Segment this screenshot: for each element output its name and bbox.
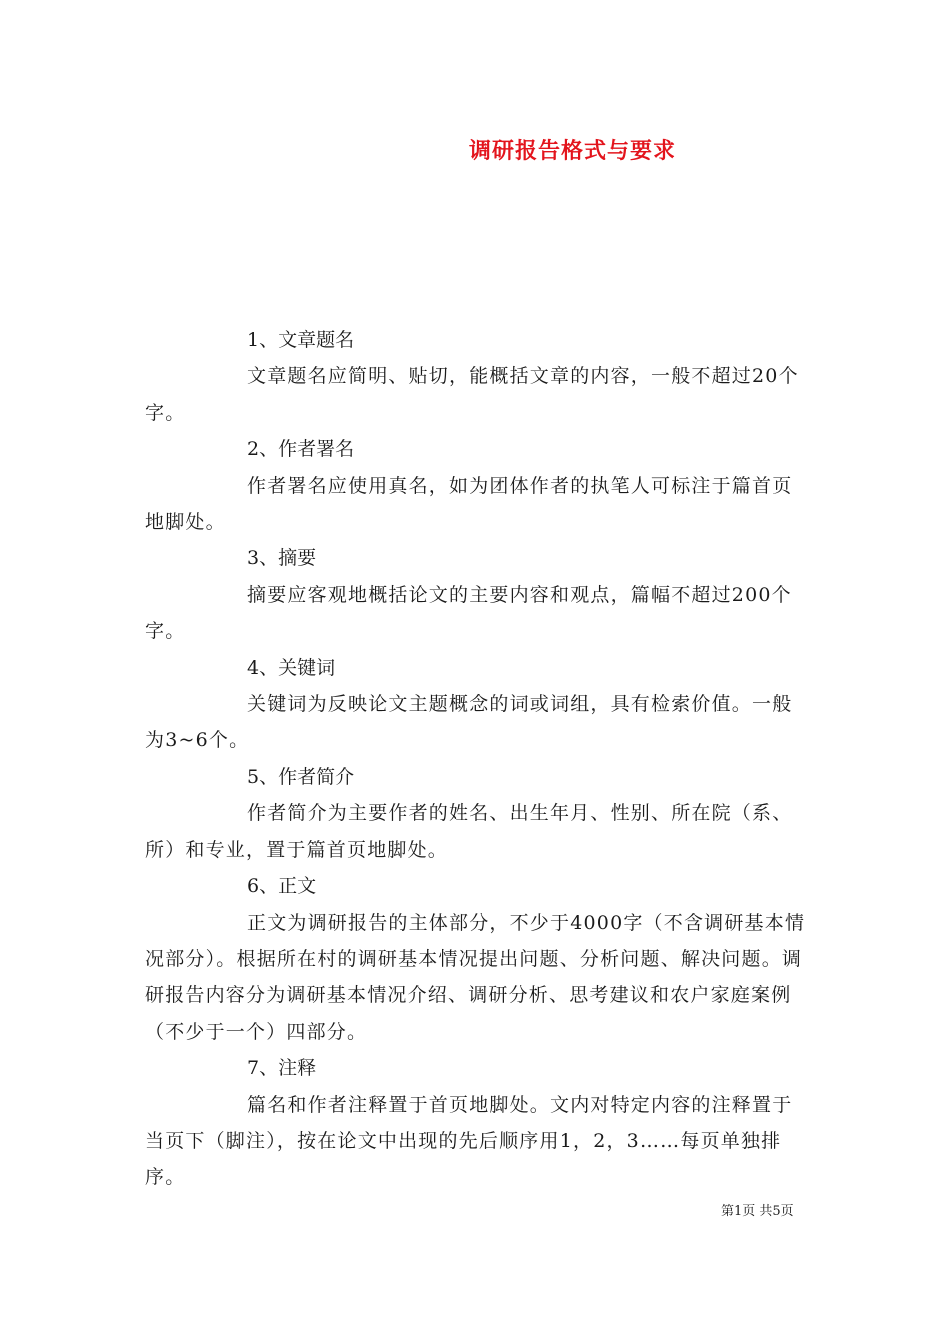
section-heading: 6、正文 <box>247 875 317 898</box>
section-heading: 3、摘要 <box>247 547 317 570</box>
section-7 <box>145 1050 811 1196</box>
section-heading: 1、文章题名 <box>247 329 355 351</box>
section-heading: 2、作者署名 <box>247 438 355 461</box>
section-paragraph: 作者简介为主要作者的姓名、出生年月、性别、所在院（系、所）和专业，置于篇首页地脚处。 <box>145 802 793 861</box>
section-paragraph: 文章题名应简明、贴切，能概括文章的内容，一般不超过20个字。 <box>145 365 799 424</box>
section-2 <box>145 431 811 540</box>
document-title: 调研报告格式与要求 <box>469 138 677 164</box>
section-3 <box>145 540 811 649</box>
page-number-footer: 第1页 共5页 <box>721 1204 794 1219</box>
section-paragraph: 作者署名应使用真名，如为团体作者的执笔人可标注于篇首页地脚处。 <box>145 474 793 534</box>
section-paragraph: 关键词为反映论文主题概念的词或词组，具有检索价值。一般为3~6个。 <box>145 693 793 752</box>
section-heading: 5、作者简介 <box>247 765 355 788</box>
section-paragraph: 篇名和作者注释置于首页地脚处。文内对特定内容的注释置于当页下（脚注），按在论文中出现的先后顺序用1，2，3……每页单独排序。 <box>145 1093 793 1189</box>
section-paragraph: 摘要应客观地概括论文的主要内容和观点，篇幅不超过200个字。 <box>145 583 792 643</box>
section-4 <box>145 650 811 759</box>
section-paragraph: 正文为调研报告的主体部分，不少于4000字（不含调研基本情况部分）。根据所在村的调研基本情况提出问题、分析问题、解决问题。调研报告内容分为调研基本情况介绍、调研分析、思考建议和农户家庭案例（不少于一个）四部分。 <box>145 911 806 1043</box>
section-5 <box>145 759 811 868</box>
section-heading: 4、关键词 <box>247 656 336 679</box>
document-body <box>145 322 811 1196</box>
section-heading: 7、注释 <box>247 1057 317 1080</box>
section-6 <box>145 868 811 1050</box>
section-1 <box>145 322 811 431</box>
